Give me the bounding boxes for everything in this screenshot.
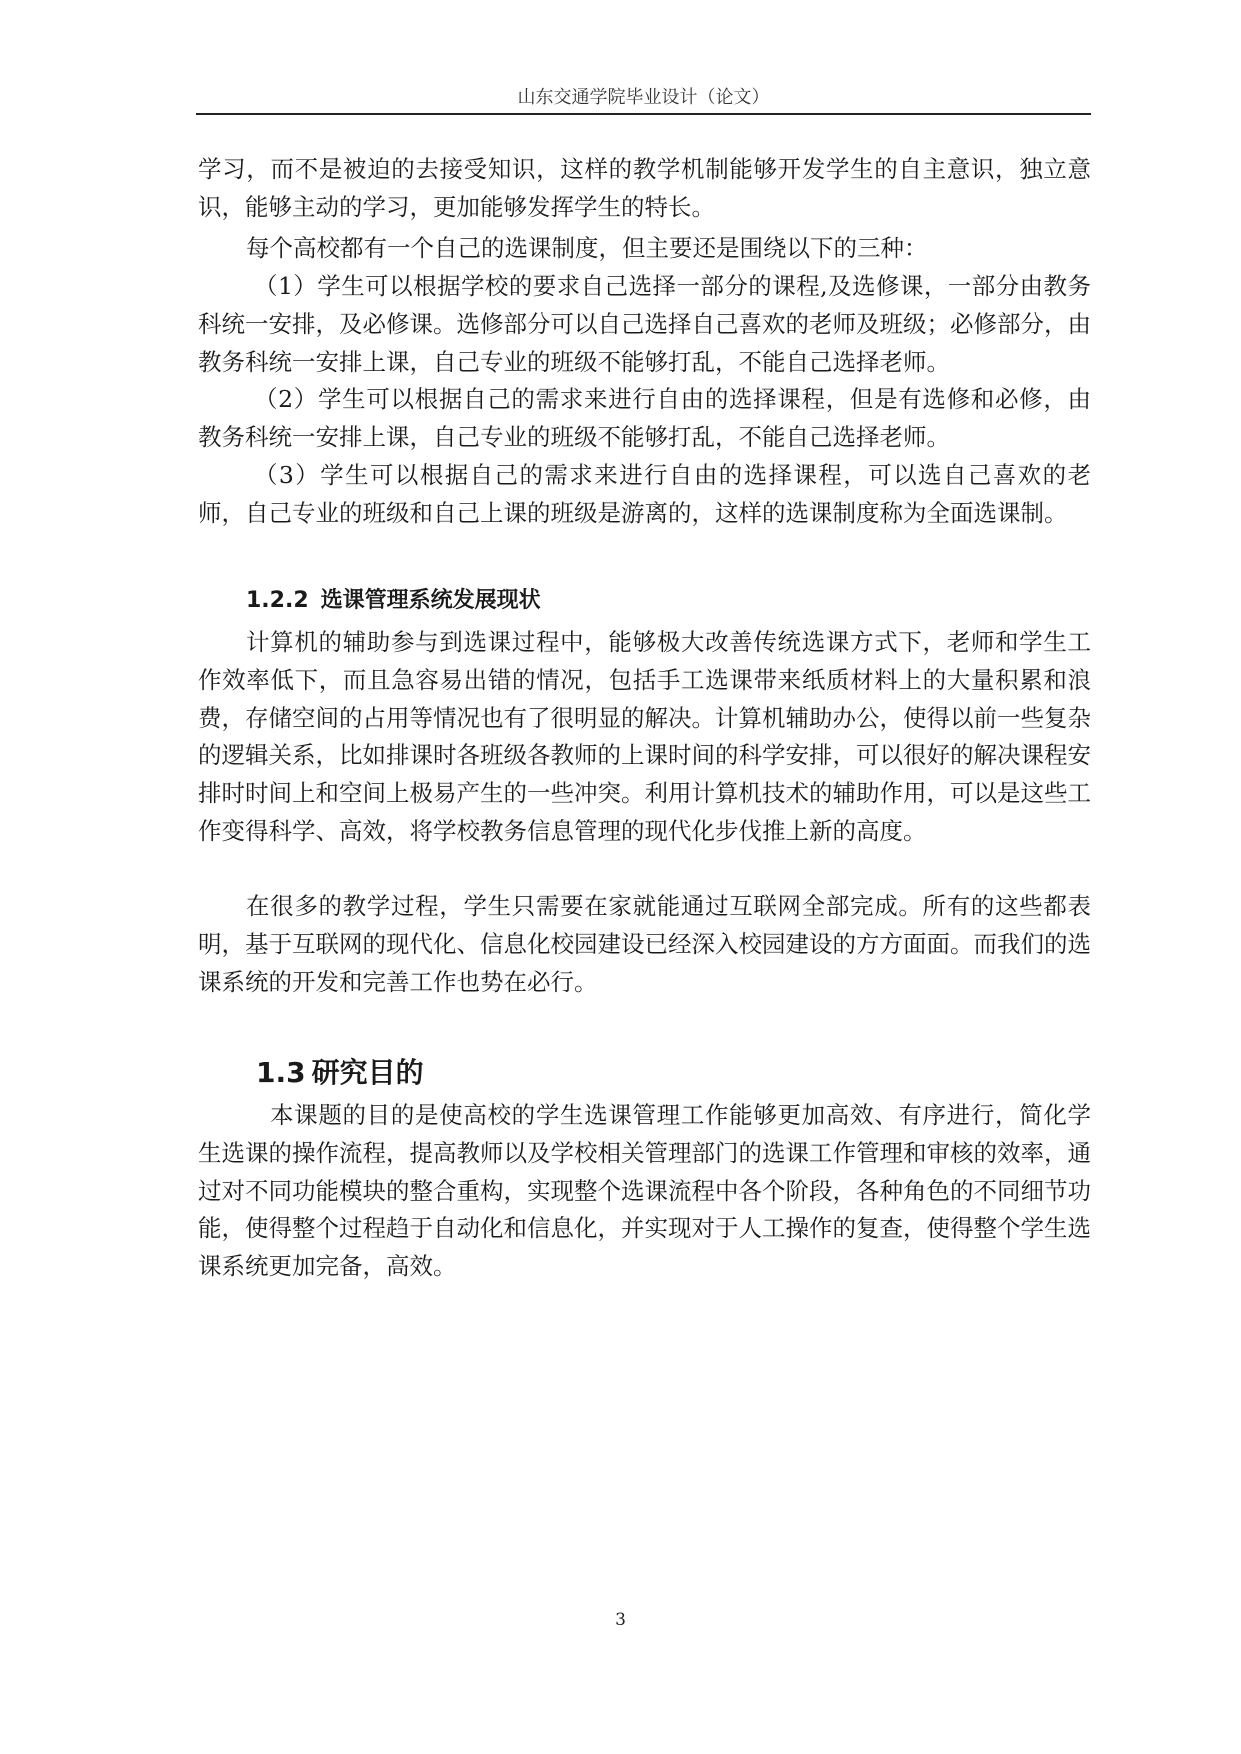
paragraph-intro: 每个高校都有一个自己的选课制度，但主要还是围绕以下的三种： <box>246 234 928 262</box>
paragraph-section-1-2-2-a: 计算机的辅助参与到选课过程中，能够极大改善传统选课方式下，老师和学生工作效率低下，而且急容易出错的情况，包括手工选课带来纸质材料上的大量积累和浪费，存储空间的占用等情况也有了很明显的解决。计算机辅助办公，使得以前一些复杂的逻辑关系，比如排课时各班级各教师的上课时间的科学安排，可以很好的解决课程安排时时间上和空间上极易产生的一些冲突。利用计算机技术的辅助作用，可以是这些工作变得科学、高效，将学校教务信息管理的现代化步伐推上新的高度。 <box>198 628 1091 845</box>
paragraph-section-1-2-2-b: 在很多的教学过程，学生只需要在家就能通过互联网全部完成。所有的这些都表明，基于互联网的现代化、信息化校园建设已经深入校园建设的方方面面。而我们的选课系统的开发和完善工作也势在必行。 <box>198 892 1091 996</box>
paragraph-item-1: （1）学生可以根据学校的要求自己选择一部分的课程,及选修课，一部分由教务科统一安排，及必修课。选修部分可以自己选择自己喜欢的老师及班级；必修部分，由教务科统一安排上课，自己专业的班级不能够打乱，不能自己选择老师。 <box>198 272 1091 376</box>
page-number: 3 <box>615 1610 626 1630</box>
paragraph-continuation: 学习，而不是被迫的去接受知识，这样的教学机制能够开发学生的自主意识，独立意识，能够主动的学习，更加能够发挥学生的特长。 <box>198 155 1091 221</box>
section-heading-1-2-2 <box>246 586 541 616</box>
paragraph-item-3: （3）学生可以根据自己的需求来进行自由的选择课程，可以选自己喜欢的老师，自己专业的班级和自己上课的班级是游离的，这样的选课制度称为全面选课制。 <box>198 461 1091 527</box>
section-number: 1.3 <box>256 1056 306 1089</box>
paragraph-item-2: （2）学生可以根据自己的需求来进行自由的选择课程，但是有选修和必修，由教务科统一安排上课，自己专业的班级不能够打乱，不能自己选择老师。 <box>198 385 1091 451</box>
paragraph-section-1-3: 本课题的目的是使高校的学生选课管理工作能够更加高效、有序进行，简化学生选课的操作流程，提高教师以及学校相关管理部门的选课工作管理和审核的效率，通过对不同功能模块的整合重构，实现整个选课流程中各个阶段，各种角色的不同细节功能，使得整个过程趋于自动化和信息化，并实现对于人工操作的复查，使得整个学生选课系统更加完备，高效。 <box>198 1101 1091 1281</box>
section-title: 选课管理系统发展现状 <box>320 588 541 613</box>
section-title: 研究目的 <box>311 1056 424 1089</box>
running-header: 山东交通学院毕业设计（论文） <box>517 87 770 108</box>
header-rule <box>196 113 1091 115</box>
section-heading-1-3 <box>256 1055 424 1091</box>
section-number: 1.2.2 <box>246 588 309 613</box>
